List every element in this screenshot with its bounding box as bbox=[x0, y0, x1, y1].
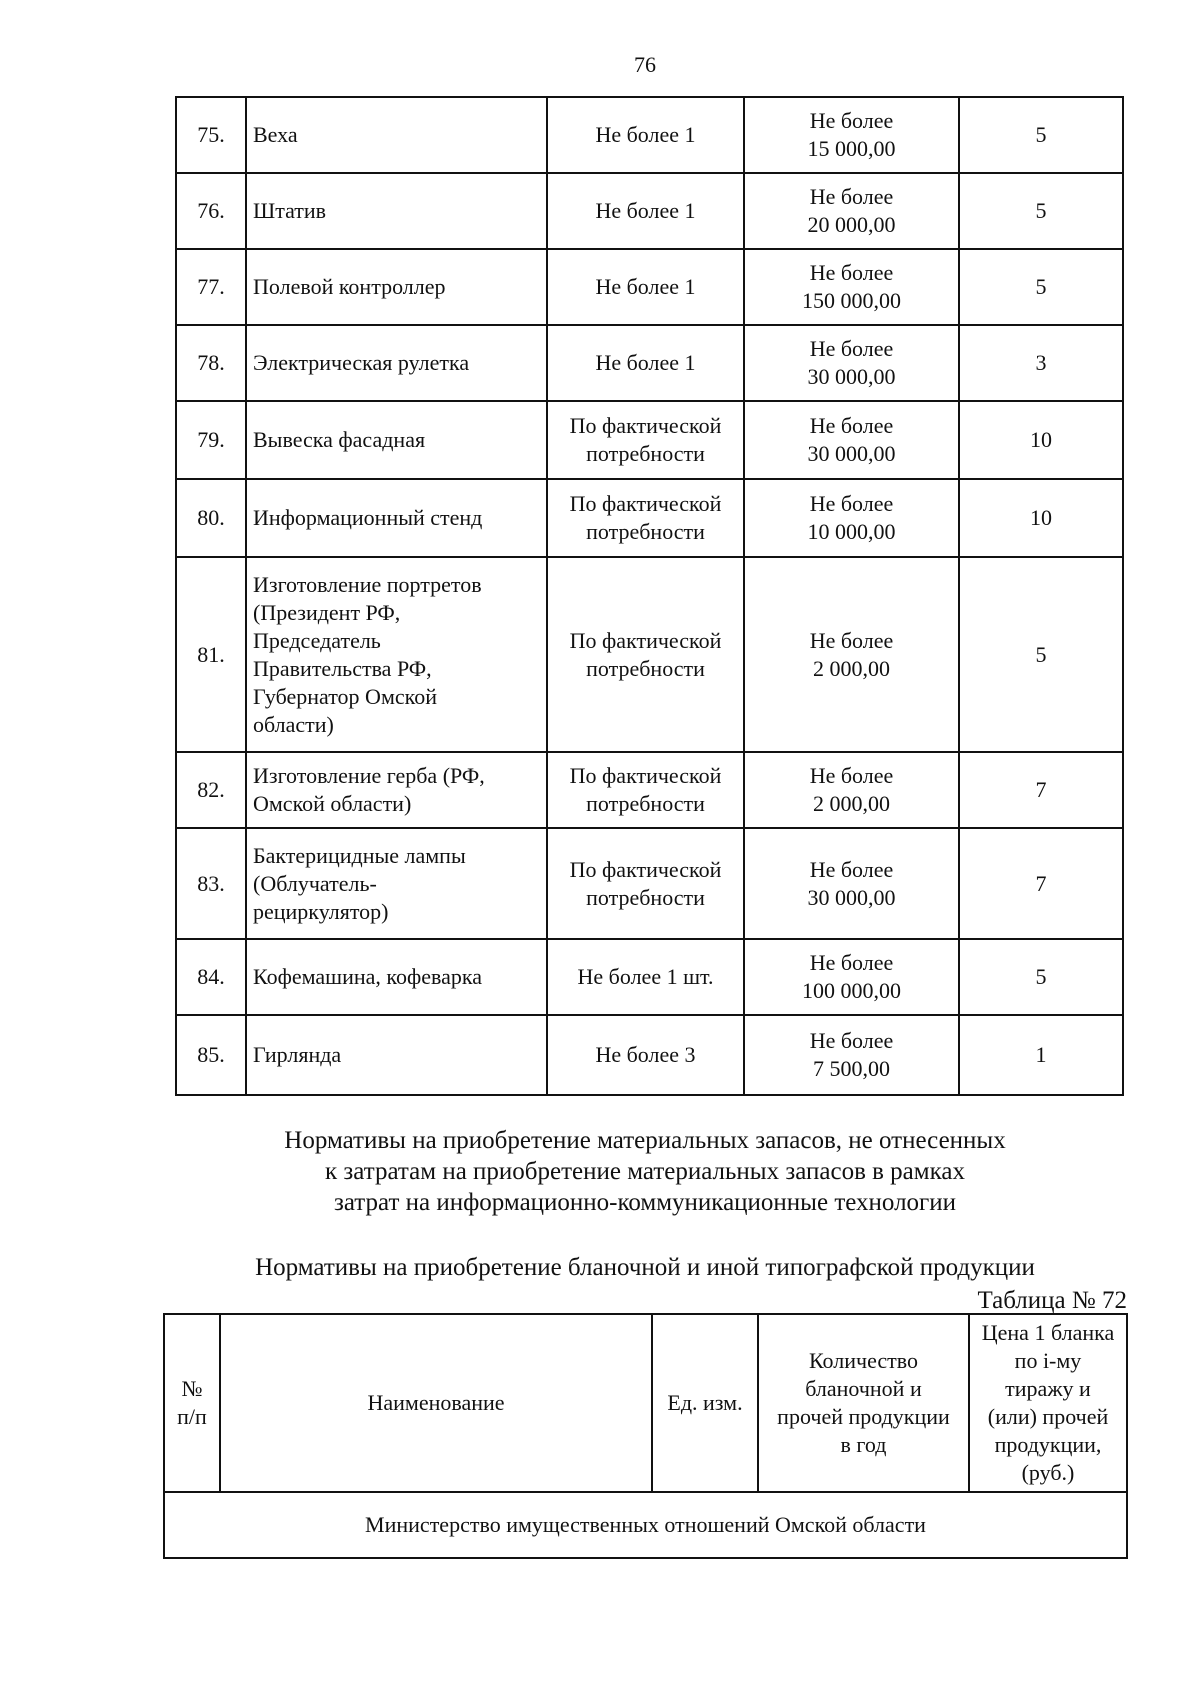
item-price bbox=[744, 557, 959, 752]
item-price-line: 7 500,00 bbox=[813, 1056, 890, 1081]
row-number: 77. bbox=[176, 249, 246, 325]
table-number: Таблица № 72 bbox=[977, 1287, 1127, 1314]
item-name bbox=[246, 939, 547, 1015]
header-name-line: Наименование bbox=[367, 1390, 505, 1415]
table-row bbox=[176, 939, 1123, 1015]
row-number: 80. bbox=[176, 479, 246, 557]
item-quantity-line: потребности bbox=[586, 791, 705, 816]
item-price-line: 30 000,00 bbox=[807, 441, 896, 466]
table-row bbox=[176, 557, 1123, 752]
item-price-line: 100 000,00 bbox=[802, 978, 901, 1003]
item-quantity bbox=[547, 173, 744, 249]
item-name-line: Штатив bbox=[253, 198, 327, 223]
item-price-line: Не более bbox=[809, 336, 894, 361]
item-price bbox=[744, 401, 959, 479]
item-service-life: 5 bbox=[959, 557, 1123, 752]
item-name-line: Электрическая рулетка bbox=[253, 350, 470, 375]
item-name-line: Губернатор Омской bbox=[253, 683, 437, 709]
item-quantity-line: Не более 1 bbox=[595, 350, 696, 375]
item-quantity-line: Не более 3 bbox=[595, 1042, 696, 1067]
item-price bbox=[744, 249, 959, 325]
item-name-line: области) bbox=[253, 711, 334, 737]
header-quantity-line: прочей продукции bbox=[777, 1404, 950, 1429]
header-price-line: (руб.) bbox=[1021, 1460, 1075, 1485]
item-quantity bbox=[547, 828, 744, 939]
table-row bbox=[176, 479, 1123, 557]
row-number: 81. bbox=[176, 557, 246, 752]
department-row: Министерство имущественных отношений Омской области bbox=[164, 1492, 1127, 1558]
item-name-line: Веха bbox=[253, 122, 298, 147]
item-quantity-line: потребности bbox=[586, 519, 705, 544]
page-number: 76 bbox=[634, 52, 656, 77]
item-price bbox=[744, 828, 959, 939]
item-price-line: 30 000,00 bbox=[807, 884, 896, 910]
item-price bbox=[744, 1015, 959, 1095]
header-price-line: тиражу и bbox=[1005, 1376, 1091, 1401]
header-quantity bbox=[758, 1314, 969, 1492]
table-row bbox=[176, 325, 1123, 401]
table-row bbox=[176, 1015, 1123, 1095]
item-name-line: Председатель bbox=[253, 627, 381, 653]
header-price bbox=[969, 1314, 1127, 1492]
item-quantity-line: потребности bbox=[586, 884, 705, 910]
item-quantity bbox=[547, 557, 744, 752]
header-unit-line: Ед. изм. bbox=[667, 1390, 743, 1415]
item-price-line: 10 000,00 bbox=[807, 519, 896, 544]
header-number-line: п/п bbox=[177, 1404, 207, 1429]
item-price-line: 150 000,00 bbox=[802, 288, 901, 313]
item-quantity-line: потребности bbox=[586, 655, 705, 681]
item-name-line: Бактерицидные лампы bbox=[253, 842, 466, 868]
item-price bbox=[744, 479, 959, 557]
item-service-life: 5 bbox=[959, 939, 1123, 1015]
item-name-line: рециркулятор) bbox=[253, 898, 389, 924]
item-quantity-line: Не более 1 шт. bbox=[577, 964, 714, 989]
item-price-line: Не более bbox=[809, 108, 894, 133]
row-number: 84. bbox=[176, 939, 246, 1015]
item-price-line: 30 000,00 bbox=[807, 364, 896, 389]
item-price bbox=[744, 325, 959, 401]
item-price-line: Не более bbox=[809, 491, 894, 516]
item-name bbox=[246, 828, 547, 939]
item-quantity bbox=[547, 752, 744, 828]
table-row bbox=[176, 752, 1123, 828]
item-quantity bbox=[547, 401, 744, 479]
item-name-line: Изготовление портретов bbox=[253, 571, 482, 597]
item-price-line: Не более bbox=[809, 950, 894, 975]
item-quantity bbox=[547, 325, 744, 401]
item-quantity-line: По фактической bbox=[569, 627, 722, 653]
item-quantity bbox=[547, 939, 744, 1015]
row-number: 85. bbox=[176, 1015, 246, 1095]
item-price-line: 15 000,00 bbox=[807, 136, 896, 161]
item-quantity-line: По фактической bbox=[569, 491, 722, 516]
item-price bbox=[744, 939, 959, 1015]
item-price-line: 2 000,00 bbox=[813, 655, 890, 681]
item-name bbox=[246, 173, 547, 249]
item-name bbox=[246, 249, 547, 325]
item-name-line: (Облучатель- bbox=[253, 870, 377, 896]
section-heading-line: Нормативы на приобретение материальных запасов, не отнесенных bbox=[284, 1127, 1006, 1154]
section-heading-line: затрат на информационно-коммуникационные технологии bbox=[333, 1189, 957, 1216]
header-price-line: Цена 1 бланка bbox=[981, 1320, 1115, 1345]
item-service-life: 7 bbox=[959, 828, 1123, 939]
item-service-life: 5 bbox=[959, 97, 1123, 173]
item-quantity bbox=[547, 97, 744, 173]
item-name bbox=[246, 752, 547, 828]
item-name-line: Гирлянда bbox=[253, 1042, 342, 1067]
header-number-line: № bbox=[181, 1376, 203, 1401]
item-service-life: 10 bbox=[959, 479, 1123, 557]
item-name-line: Вывеска фасадная bbox=[253, 427, 426, 452]
table-row bbox=[176, 249, 1123, 325]
item-price bbox=[744, 173, 959, 249]
item-quantity bbox=[547, 479, 744, 557]
header-price-line: продукции, bbox=[994, 1432, 1102, 1457]
item-price-line: 2 000,00 bbox=[813, 791, 890, 816]
item-quantity bbox=[547, 1015, 744, 1095]
item-name bbox=[246, 401, 547, 479]
row-number: 76. bbox=[176, 173, 246, 249]
item-name-line: (Президент РФ, bbox=[253, 599, 401, 625]
item-quantity-line: Не более 1 bbox=[595, 122, 696, 147]
item-quantity-line: потребности bbox=[586, 441, 705, 466]
row-number: 78. bbox=[176, 325, 246, 401]
item-service-life: 1 bbox=[959, 1015, 1123, 1095]
item-name-line: Информационный стенд bbox=[253, 505, 483, 530]
item-service-life: 5 bbox=[959, 249, 1123, 325]
item-price bbox=[744, 97, 959, 173]
table-row bbox=[176, 401, 1123, 479]
item-name-line: Полевой контроллер bbox=[253, 274, 446, 299]
item-price-line: Не более bbox=[809, 184, 894, 209]
item-name bbox=[246, 479, 547, 557]
header-price-line: по i-му bbox=[1014, 1348, 1082, 1373]
norms-table bbox=[175, 96, 1124, 1096]
table-row bbox=[176, 173, 1123, 249]
section-heading-line: к затратам на приобретение материальных запасов в рамках bbox=[325, 1158, 965, 1185]
item-price-line: 20 000,00 bbox=[807, 212, 896, 237]
item-name bbox=[246, 325, 547, 401]
item-name-line: Омской области) bbox=[253, 791, 412, 816]
item-service-life: 10 bbox=[959, 401, 1123, 479]
header-quantity-line: Количество bbox=[808, 1348, 919, 1373]
section-heading bbox=[0, 1125, 1200, 1218]
row-number: 75. bbox=[176, 97, 246, 173]
printing-norms-table bbox=[163, 1313, 1128, 1559]
item-quantity-line: По фактической bbox=[569, 763, 722, 788]
item-price bbox=[744, 752, 959, 828]
item-quantity-line: По фактической bbox=[569, 856, 722, 882]
item-service-life: 3 bbox=[959, 325, 1123, 401]
item-name bbox=[246, 557, 547, 752]
row-number: 82. bbox=[176, 752, 246, 828]
item-price-line: Не более bbox=[809, 413, 894, 438]
item-quantity-line: Не более 1 bbox=[595, 198, 696, 223]
item-price-line: Не более bbox=[809, 260, 894, 285]
item-quantity bbox=[547, 249, 744, 325]
item-quantity-line: По фактической bbox=[569, 413, 722, 438]
item-name bbox=[246, 1015, 547, 1095]
item-price-line: Не более bbox=[809, 856, 894, 882]
table-row bbox=[176, 828, 1123, 939]
row-number: 83. bbox=[176, 828, 246, 939]
item-name bbox=[246, 97, 547, 173]
header-name bbox=[220, 1314, 652, 1492]
item-price-line: Не более bbox=[809, 627, 894, 653]
item-service-life: 7 bbox=[959, 752, 1123, 828]
item-name-line: Правительства РФ, bbox=[253, 655, 432, 681]
header-quantity-line: в год bbox=[840, 1432, 887, 1457]
item-quantity-line: Не более 1 bbox=[595, 274, 696, 299]
item-price-line: Не более bbox=[809, 763, 894, 788]
item-price-line: Не более bbox=[809, 1028, 894, 1053]
item-name-line: Изготовление герба (РФ, bbox=[253, 763, 485, 788]
row-number: 79. bbox=[176, 401, 246, 479]
header-number bbox=[164, 1314, 220, 1492]
table-row bbox=[176, 97, 1123, 173]
header-price-line: (или) прочей bbox=[987, 1404, 1109, 1429]
item-name-line: Кофемашина, кофеварка bbox=[253, 964, 482, 989]
item-service-life: 5 bbox=[959, 173, 1123, 249]
header-quantity-line: бланочной и bbox=[805, 1376, 922, 1401]
subsection-heading: Нормативы на приобретение бланочной и иной типографской продукции bbox=[255, 1254, 1035, 1281]
header-unit bbox=[652, 1314, 758, 1492]
